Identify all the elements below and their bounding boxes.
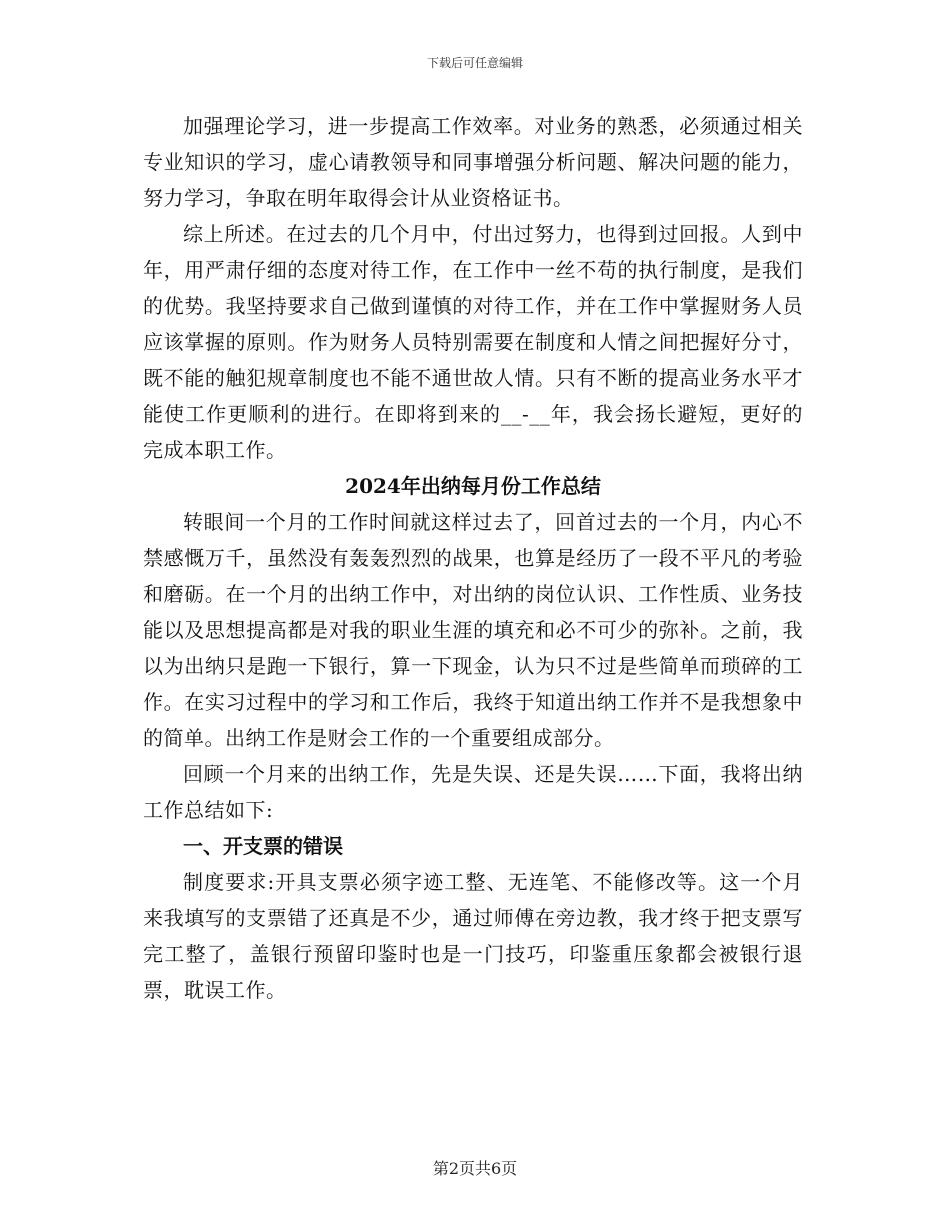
paragraph-study: 加强理论学习，进一步提高工作效率。对业务的熟悉，必须通过相关专业知识的学习，虚心请教领导和同事增强分析问题、解决问题的能力，努力学习，争取在明年取得会计从业资格证书。 — [143, 114, 803, 210]
paragraph-summary: 综上所述。在过去的几个月中，付出过努力，也得到过回报。人到中年，用严肃仔细的态度对待工作，在工作中一丝不苟的执行制度，是我们的优势。我坚持要求自己做到谨慎的对待工作，并在工作中掌握财务人员应该掌握的原则。作为财务人员特别需要在制度和人情之间把握好分寸，既不能的触犯规章制度也不能不通世故人情。只有不断的提高业务水平才能使工作更顺利的进行。在即将到来的__-__年，我会扬长避短，更好的完成本职工作。 — [143, 222, 803, 462]
paragraph-review: 回顾一个月来的出纳工作，先是失误、还是失误……下面，我将出纳工作总结如下: — [143, 762, 803, 822]
section-heading-check-errors: 一、开支票的错误 — [183, 834, 343, 858]
paragraph-check-rules: 制度要求:开具支票必须字迹工整、无连笔、不能修改等。这一个月来我填写的支票错了还真是不少，通过师傅在旁边教，我才终于把支票写完工整了，盖银行预留印鉴时也是一门技巧，印鉴重压象都会被银行退票，耽误工作。 — [143, 870, 803, 1002]
paragraph-intro: 转眼间一个月的工作时间就这样过去了，回首过去的一个月，内心不禁感慨万千，虽然没有轰轰烈烈的战果，也算是经历了一段不平凡的考验和磨砺。在一个月的出纳工作中，对出纳的岗位认识、工作性质、业务技能以及思想提高都是对我的职业生涯的填充和必不可少的弥补。之前，我以为出纳只是跑一下银行，算一下现金，认为只不过是些简单而琐碎的工作。在实习过程中的学习和工作后，我终于知道出纳工作并不是我想象中的简单。出纳工作是财会工作的一个重要组成部分。 — [143, 510, 803, 750]
document-body — [143, 108, 803, 1008]
document-title: 2024年出纳每月份工作总结 — [345, 474, 601, 498]
page-header: 下载后可任意编辑 — [426, 56, 523, 70]
page-number: 第2页共6页 — [432, 1159, 518, 1178]
